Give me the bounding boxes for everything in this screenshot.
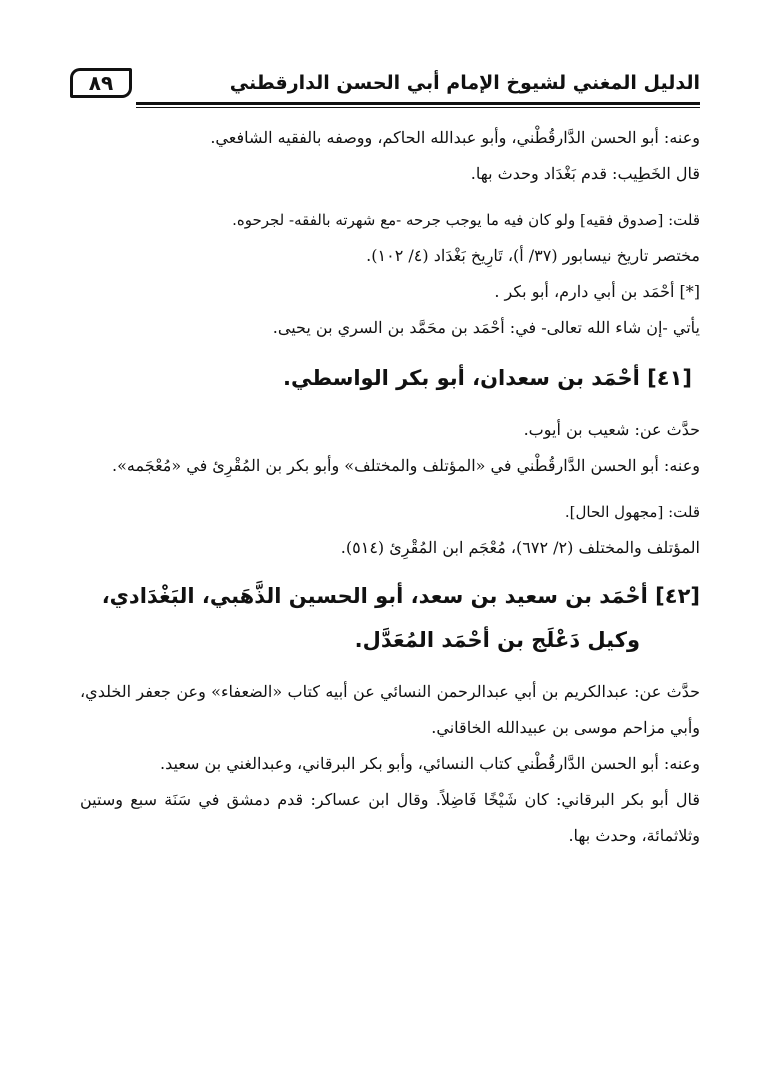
paragraph: [*] أحْمَد بن أبي دارم، أبو بكر .: [494, 282, 700, 301]
paragraph: قال الخَطِيب: قدم بَغْدَاد وحدث بها.: [470, 164, 700, 183]
paragraph: وعنه: أبو الحسن الدَّارقُطْني، وأبو عبدالله الحاكم، ووصفه بالفقيه الشافعي.: [210, 128, 700, 147]
entry-heading-line: [٤٢] أحْمَد بن سعيد بن سعد، أبو الحسين الذَّهَبي، البَغْدَادي،: [101, 584, 700, 608]
paragraph: وعنه: أبو الحسن الدَّارقُطْني في «المؤتلف والمختلف» وأبو بكر بن المُقْرِئ في «مُعْجَمه».: [112, 456, 700, 475]
page-body: [80, 120, 700, 854]
entry-heading: [80, 574, 700, 662]
paragraph: قال أبو بكر البرقاني: كان شَيْخًا فَاضِلاً. وقال ابن عساكر: قدم دمشق في سَنَة سبع وستين وثلاثمائة، وحدث بها.: [80, 790, 700, 845]
entry-heading: [٤١] أحْمَد بن سعدان، أبو بكر الواسطي.: [283, 366, 692, 390]
spacer: [80, 192, 700, 202]
editor-note: قلت: [مجهول الحال].: [564, 503, 700, 521]
page-number: ٨٩: [70, 68, 132, 98]
header-rule: [136, 102, 700, 105]
paragraph: حدَّث عن: عبدالكريم بن أبي عبدالرحمن النسائي عن أبيه كتاب «الضعفاء» وعن جعفر الخلدي، وأبي مزاحم موسى بن عبيدالله الخاقاني.: [80, 682, 700, 737]
header-rule-thin: [136, 107, 700, 108]
spacer: [80, 484, 700, 494]
paragraph: يأتي -إن شاء الله تعالى- في: أحْمَد بن محَمَّد بن السري بن يحيى.: [272, 318, 700, 337]
paragraph: المؤتلف والمختلف (٢/ ٦٧٢)، مُعْجَم ابن المُقْرِئ (٥١٤).: [340, 538, 700, 557]
paragraph: مختصر تاريخ نيسابور (٣٧/ أ)، تَارِيخ بَغْدَاد (٤/ ١٠٢).: [366, 246, 700, 265]
entry-heading-line: وكيل دَعْلَج بن أحْمَد المُعَدَّل.: [354, 628, 640, 652]
page-header: [70, 68, 700, 108]
editor-note: قلت: [صدوق فقيه] ولو كان فيه ما يوجب جرحه -مع شهرته بالفقه- لجرحوه.: [232, 211, 700, 229]
running-title: الدليل المغني لشيوخ الإمام أبي الحسن الدارقطني: [229, 72, 700, 94]
paragraph: حدَّث عن: شعيب بن أيوب.: [523, 420, 700, 439]
paragraph: وعنه: أبو الحسن الدَّارقُطْني كتاب النسائي، وأبو بكر البرقاني، وعبدالغني بن سعيد.: [160, 754, 700, 773]
